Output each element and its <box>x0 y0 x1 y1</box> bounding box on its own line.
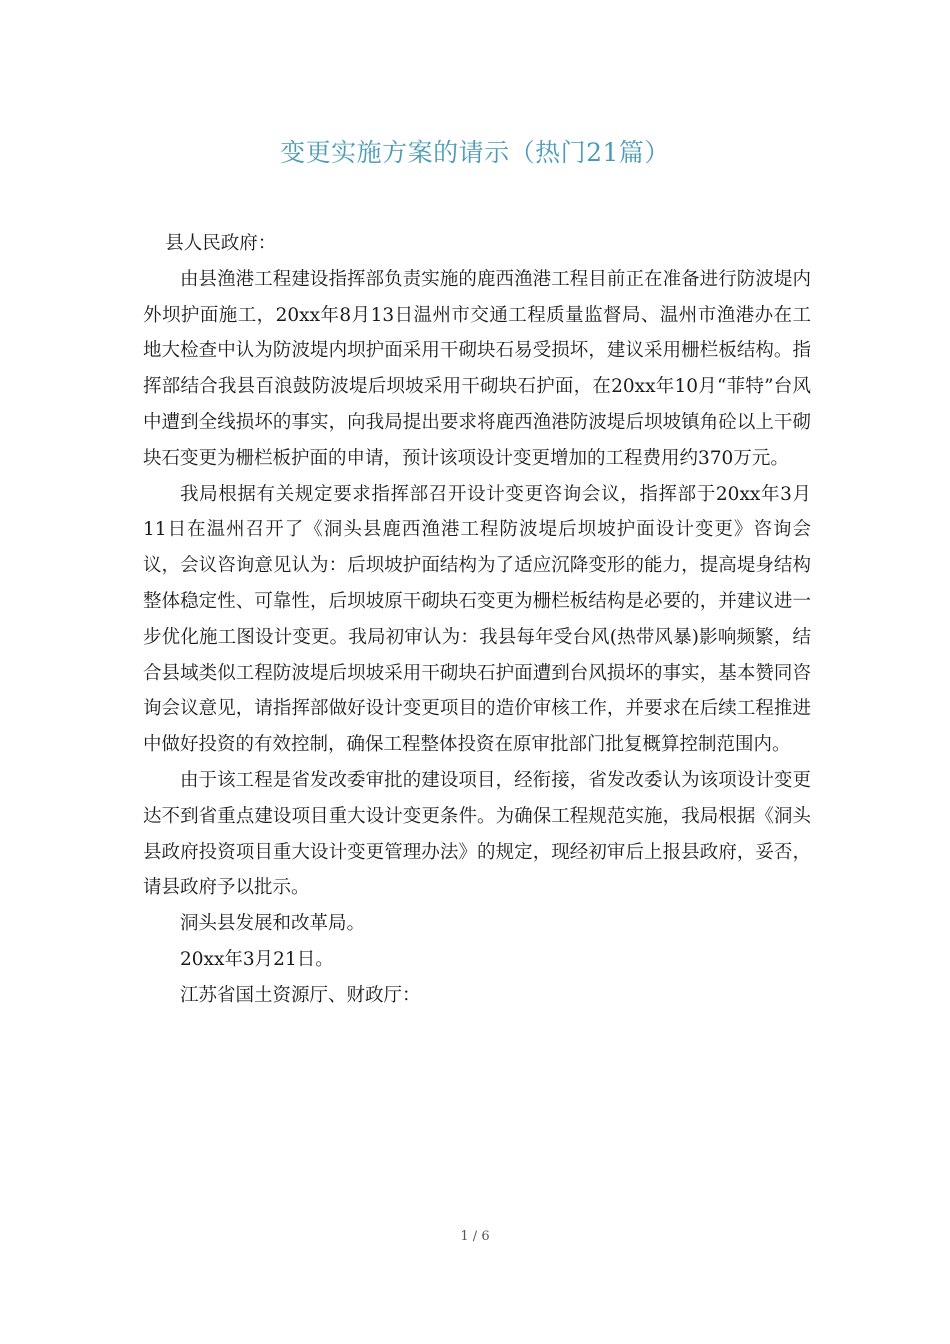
signature-date: 20xx年3月21日。 <box>180 948 334 970</box>
body-paragraph: 由县渔港工程建设指挥部负责实施的鹿西渔港工程目前正在准备进行防波堤内外坝护面施工，20xx年8月13日温州市交通工程质量监督局、温州市渔港办在工地大检查中认为防波堤内坝护面采用干砌块石易受损坏，建议采用栅栏板结构。指挥部结合我县百浪鼓防波堤后坝坡采用干砌块石护面，在20xx年10月“菲特”台风中遭到全线损坏的事实，向我局提出要求将鹿西渔港防波堤后坝坡镇角砼以上干砌块石变更为栅栏板护面的申请，预计该项设计变更增加的工程费用约370万元。 <box>143 268 811 469</box>
salutation-paragraph: 县人民政府： <box>165 233 277 254</box>
body-paragraph: 我局根据有关规定要求指挥部召开设计变更咨询会议，指挥部于20xx年3月11日在温州召开了《洞头县鹿西渔港工程防波堤后坝坡护面设计变更》咨询会议，会议咨询意见认为：后坝坡护面结构为了适应沉降变形的能力，提高堤身结构整体稳定性、可靠性，后坝坡原干砌块石变更为栅栏板结构是必要的，并建议进一步优化施工图设计变更。我局初审认为：我县每年受台风(热带风暴)影响频繁，结合县域类似工程防波堤后坝坡采用干砌块石护面遭到台风损坏的事实，基本赞同咨询会议意见，请指挥部做好设计变更项目的造价审核工作，并要求在后续工程推进中做好投资的有效控制，确保工程整体投资在原审批部门批复概算控制范围内。 <box>143 483 811 756</box>
page-number: 1 / 6 <box>460 1229 490 1244</box>
body-paragraph: 由于该工程是省发改委审批的建设项目，经衔接，省发改委认为该项设计变更达不到省重点建设项目重大设计变更条件。为确保工程规范实施，我局根据《洞头县政府投资项目重大设计变更管理办法》的规定，现经初审后上报县政府，妥否，请县政府予以批示。 <box>143 769 811 899</box>
document-body <box>143 226 811 1014</box>
signature-organization: 洞头县发展和改革局。 <box>180 913 366 935</box>
next-section-salutation: 江苏省国土资源厅、财政厅： <box>180 984 421 1006</box>
document-title: 变更实施方案的请示（热门21篇） <box>280 138 670 167</box>
